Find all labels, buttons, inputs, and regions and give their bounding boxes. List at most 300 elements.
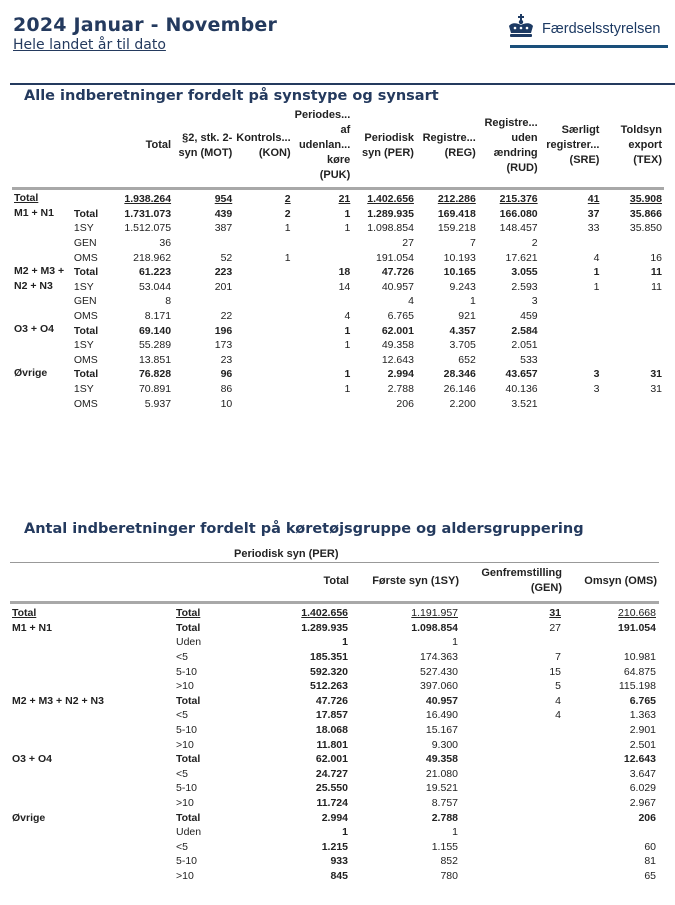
table-cell bbox=[173, 236, 234, 251]
row-sub-label: GEN bbox=[73, 237, 97, 250]
table-cell bbox=[601, 353, 664, 368]
row-sub-label: 1SY bbox=[73, 222, 94, 235]
table-cell: 8.757 bbox=[431, 797, 458, 810]
table-cell: 1 bbox=[593, 266, 600, 279]
row-sub-label bbox=[70, 189, 110, 207]
row-group-label bbox=[10, 635, 174, 650]
table-cell: 1.289.935 bbox=[367, 207, 414, 220]
table-row bbox=[10, 796, 659, 811]
row-group-label bbox=[12, 221, 70, 236]
table-cell: 2.200 bbox=[449, 397, 476, 410]
crown-icon bbox=[506, 14, 536, 40]
table-cell: 40.957 bbox=[425, 694, 458, 707]
table-row bbox=[10, 767, 659, 782]
table-cell: 11 bbox=[651, 280, 662, 293]
row-group-label bbox=[10, 723, 174, 738]
table-cell: 27 bbox=[402, 237, 414, 250]
table-cell bbox=[461, 635, 564, 650]
table-cell: 1 bbox=[342, 826, 348, 839]
table-cell: 1 bbox=[469, 295, 476, 308]
table-cell: 223 bbox=[214, 266, 233, 279]
table2-title: Antal indberetninger fordelt på køretøjsgruppe og aldersgruppering bbox=[24, 521, 584, 537]
table-cell: 3.705 bbox=[449, 339, 476, 352]
table-cell: 2 bbox=[284, 207, 291, 220]
table-cell bbox=[461, 854, 564, 869]
table-cell: 16.490 bbox=[425, 709, 458, 722]
table-cell: 11.801 bbox=[316, 738, 348, 751]
table-cell: 933 bbox=[330, 855, 348, 868]
row-group-label bbox=[12, 353, 70, 368]
table-cell bbox=[293, 294, 353, 309]
table-cell: 33 bbox=[587, 222, 600, 235]
row-sub-label: 1SY bbox=[73, 280, 94, 293]
table-cell: 954 bbox=[214, 193, 233, 206]
row-sub-label: >10 bbox=[176, 738, 194, 751]
table-cell: 1.098.854 bbox=[367, 222, 414, 235]
table-cell bbox=[234, 338, 292, 353]
row-sub-label: OMS bbox=[73, 353, 98, 366]
table-row bbox=[10, 869, 659, 884]
table-cell: 16 bbox=[650, 251, 662, 264]
table-cell: 1 bbox=[284, 251, 291, 264]
row-group-label bbox=[10, 796, 174, 811]
table-cell: 196 bbox=[214, 324, 233, 337]
table2-header-row bbox=[10, 563, 659, 603]
table-cell: 69.140 bbox=[138, 324, 172, 337]
row-sub-label: 5-10 bbox=[176, 782, 198, 795]
table-cell: 6.765 bbox=[387, 310, 414, 323]
table-cell bbox=[234, 323, 292, 338]
table-cell: 845 bbox=[330, 869, 348, 882]
table-cell: 2.501 bbox=[629, 738, 656, 751]
table1-title: Alle indberetninger fordelt på synstype og synsart bbox=[24, 88, 439, 104]
row-sub-label: Total bbox=[176, 811, 201, 824]
table-cell: 1.938.264 bbox=[124, 193, 172, 206]
table-cell bbox=[461, 840, 564, 855]
table-cell: 40.136 bbox=[505, 383, 538, 396]
table-cell bbox=[293, 396, 353, 411]
table-cell: 55.289 bbox=[138, 339, 172, 352]
table-row bbox=[10, 650, 659, 665]
table-cell: 1 bbox=[344, 207, 351, 220]
table-row bbox=[10, 635, 659, 650]
table-row bbox=[12, 221, 664, 236]
table-cell: 1.289.935 bbox=[301, 621, 348, 634]
row-sub-label: OMS bbox=[73, 397, 98, 410]
table-cell: 2.994 bbox=[387, 368, 414, 381]
table-cell: 9.243 bbox=[449, 280, 476, 293]
table-cell: 174.363 bbox=[420, 651, 458, 664]
table-cell: 19.521 bbox=[425, 782, 458, 795]
table-cell: 18 bbox=[338, 266, 351, 279]
table-cell: 652 bbox=[458, 353, 476, 366]
table-cell: 1.155 bbox=[431, 840, 458, 853]
table-cell: 86 bbox=[220, 383, 233, 396]
table-cell: 62.001 bbox=[315, 753, 348, 766]
column-header[interactable]: Særligt registrer... (SRE) bbox=[546, 124, 600, 166]
row-sub-label: >10 bbox=[176, 797, 194, 810]
table-cell: 41 bbox=[587, 193, 600, 206]
table-cell bbox=[461, 723, 564, 738]
table-cell: 159.218 bbox=[437, 222, 476, 235]
table-row bbox=[12, 323, 664, 338]
table-cell: 191.054 bbox=[618, 621, 656, 634]
row-sub-label: <5 bbox=[176, 767, 188, 780]
table1-header-row bbox=[12, 108, 664, 189]
row-group-label bbox=[12, 396, 70, 411]
table-cell bbox=[564, 635, 659, 650]
table-cell bbox=[461, 752, 564, 767]
table-cell: 2.584 bbox=[511, 324, 538, 337]
table-cell: 4 bbox=[344, 310, 351, 323]
table-cell bbox=[601, 338, 664, 353]
table-cell: 3.055 bbox=[511, 266, 538, 279]
table-cell: 2.788 bbox=[387, 383, 414, 396]
table-cell bbox=[234, 294, 292, 309]
row-group-label: M2 + M3 + N2 + N3 bbox=[12, 694, 104, 707]
table-cell: 7 bbox=[555, 651, 561, 664]
table-cell: 1.191.957 bbox=[411, 607, 458, 620]
table-row bbox=[12, 265, 664, 280]
table-cell bbox=[601, 309, 664, 324]
table-cell bbox=[461, 737, 564, 752]
row-sub-label: <5 bbox=[176, 709, 188, 722]
row-sub-label: 1SY bbox=[73, 383, 94, 396]
row-sub-label: >10 bbox=[176, 680, 194, 693]
table-cell: 1 bbox=[344, 324, 351, 337]
table-row bbox=[12, 207, 664, 222]
row-group-label bbox=[10, 650, 174, 665]
table-cell: 27 bbox=[549, 621, 561, 634]
table-cell: 4.357 bbox=[449, 324, 476, 337]
row-sub-label: Uden bbox=[176, 636, 202, 649]
table-cell bbox=[234, 353, 292, 368]
table-cell: 512.263 bbox=[310, 680, 348, 693]
table-cell: 1.363 bbox=[629, 709, 656, 722]
table-row bbox=[12, 367, 664, 382]
table-cell: 1 bbox=[344, 383, 351, 396]
table-cell: 1 bbox=[344, 222, 351, 235]
table-row bbox=[10, 752, 659, 767]
table-cell: 60 bbox=[644, 840, 656, 853]
table-cell: 1 bbox=[593, 280, 600, 293]
table-cell: 4 bbox=[408, 295, 414, 308]
table-cell: 12.643 bbox=[381, 353, 414, 366]
table-cell: 25.550 bbox=[315, 782, 348, 795]
table-cell: 9.300 bbox=[431, 738, 458, 751]
table-cell: 10 bbox=[220, 397, 233, 410]
table-row bbox=[12, 382, 664, 397]
row-sub-label: 5-10 bbox=[176, 855, 198, 868]
table-cell: 215.376 bbox=[499, 193, 538, 206]
table-cell: 115.198 bbox=[618, 680, 656, 693]
table-cell: 4 bbox=[555, 694, 561, 707]
table-cell: 166.080 bbox=[499, 207, 538, 220]
table-cell: 81 bbox=[644, 855, 656, 868]
row-group-label: Total bbox=[12, 607, 37, 620]
table-cell: 13.851 bbox=[138, 353, 172, 366]
table-cell: 61.223 bbox=[138, 266, 172, 279]
table-cell: 592.320 bbox=[310, 665, 348, 678]
brand-logo bbox=[506, 14, 670, 50]
row-sub-label: Total bbox=[73, 368, 99, 381]
table-cell bbox=[461, 781, 564, 796]
table-row bbox=[12, 309, 664, 324]
table-cell: 218.962 bbox=[133, 251, 172, 264]
table-row bbox=[12, 294, 664, 309]
table-cell: 780 bbox=[440, 869, 458, 882]
table-cell bbox=[540, 338, 602, 353]
table-cell: 2.593 bbox=[511, 280, 538, 293]
row-sub-label: Total bbox=[176, 753, 201, 766]
table-cell bbox=[461, 810, 564, 825]
table-cell: 1.215 bbox=[321, 840, 348, 853]
table-cell bbox=[293, 353, 353, 368]
table-cell: 43.657 bbox=[505, 368, 538, 381]
page-title: 2024 Januar - November bbox=[13, 14, 278, 36]
table-cell: 23 bbox=[220, 353, 233, 366]
table-cell: 191.054 bbox=[375, 251, 414, 264]
table-cell: 35.850 bbox=[629, 222, 662, 235]
column-header[interactable]: Registre... (REG) bbox=[422, 131, 476, 159]
row-group-label: M2 + M3 + bbox=[14, 264, 65, 277]
table-cell: 18.068 bbox=[315, 724, 348, 737]
table-cell: 21.080 bbox=[425, 767, 458, 780]
row-sub-label: OMS bbox=[73, 310, 98, 323]
row-group-label bbox=[10, 679, 174, 694]
table-cell: 3.647 bbox=[629, 767, 656, 780]
row-group-label bbox=[10, 854, 174, 869]
row-sub-label: Total bbox=[176, 607, 201, 620]
table-cell bbox=[234, 382, 292, 397]
row-sub-label: 1SY bbox=[73, 339, 94, 352]
table-cell: 10.193 bbox=[443, 251, 476, 264]
column-header[interactable]: §2, stk. 2-syn (MOT) bbox=[178, 131, 233, 159]
table-cell: 2.051 bbox=[511, 339, 538, 352]
table-cell bbox=[234, 265, 292, 280]
super-header: Periodisk syn (PER) bbox=[174, 546, 659, 563]
table-cell: 852 bbox=[440, 855, 458, 868]
row-group-label: M1 + N1 bbox=[12, 621, 52, 634]
table-cell: 1 bbox=[344, 339, 351, 352]
table-cell bbox=[601, 294, 664, 309]
table-cell bbox=[293, 250, 353, 265]
table-cell: 11.724 bbox=[316, 797, 348, 810]
table-cell bbox=[234, 396, 292, 411]
table-cell: 31 bbox=[650, 368, 662, 381]
table-cell: 210.668 bbox=[618, 607, 656, 620]
column-header[interactable]: Første syn (1SY) bbox=[372, 574, 459, 587]
table-cell bbox=[234, 367, 292, 382]
table-cell: 1.402.656 bbox=[367, 193, 414, 206]
table-cell bbox=[293, 236, 353, 251]
table-cell bbox=[461, 869, 564, 884]
table-cell: 212.286 bbox=[437, 193, 476, 206]
table-cell bbox=[540, 396, 602, 411]
table-row bbox=[10, 621, 659, 636]
row-sub-label: Total bbox=[176, 694, 201, 707]
table-cell: 2 bbox=[284, 193, 291, 206]
table-cell: 35.866 bbox=[629, 207, 662, 220]
table-row bbox=[12, 353, 664, 368]
table-cell bbox=[461, 825, 564, 840]
table-cell: 47.726 bbox=[381, 266, 414, 279]
column-header[interactable]: Registre... uden ændring (RUD) bbox=[484, 116, 538, 174]
table-cell bbox=[540, 236, 602, 251]
row-sub-label: Total bbox=[73, 266, 99, 279]
table-row bbox=[10, 810, 659, 825]
table-cell: 527.430 bbox=[420, 665, 458, 678]
table-cell: 148.457 bbox=[499, 222, 538, 235]
table-cell: 53.044 bbox=[138, 280, 172, 293]
row-sub-label: Total bbox=[73, 324, 99, 337]
table-cell: 31 bbox=[650, 383, 662, 396]
table-cell: 1 bbox=[342, 636, 348, 649]
table-row bbox=[10, 781, 659, 796]
column-header[interactable]: Total bbox=[145, 139, 172, 151]
row-group-label bbox=[10, 869, 174, 884]
row-group-label bbox=[10, 767, 174, 782]
table-cell: 201 bbox=[214, 280, 233, 293]
table-cell bbox=[173, 294, 234, 309]
row-group-label bbox=[10, 781, 174, 796]
table-row bbox=[10, 737, 659, 752]
table-cell bbox=[540, 294, 602, 309]
table-row bbox=[10, 664, 659, 679]
row-group-label bbox=[12, 338, 70, 353]
table-cell: 1 bbox=[452, 826, 458, 839]
table-cell: 31 bbox=[549, 607, 561, 620]
table-cell bbox=[601, 396, 664, 411]
table-cell: 76.828 bbox=[138, 368, 172, 381]
table-row bbox=[10, 854, 659, 869]
table-cell: 65 bbox=[644, 869, 656, 882]
row-group-label bbox=[10, 708, 174, 723]
table-row bbox=[12, 250, 664, 265]
table-cell: 10.981 bbox=[623, 651, 656, 664]
row-group-label: O3 + O4 bbox=[12, 753, 52, 766]
table-cell: 5.937 bbox=[144, 397, 172, 410]
table-cell: 2.788 bbox=[431, 811, 458, 824]
row-group-label: Øvrige bbox=[12, 811, 46, 824]
table-cell: 3 bbox=[531, 295, 538, 308]
table-cell bbox=[461, 796, 564, 811]
table-cell: 5 bbox=[555, 680, 561, 693]
column-header[interactable]: Toldsyn export (TEX) bbox=[620, 124, 662, 166]
table-cell: 49.358 bbox=[381, 339, 414, 352]
table-cell: 22 bbox=[220, 310, 233, 323]
table-cell bbox=[461, 767, 564, 782]
table-cell: 397.060 bbox=[420, 680, 458, 693]
table-cell: 3.521 bbox=[511, 397, 538, 410]
row-group-label bbox=[12, 294, 70, 309]
row-sub-label: 5-10 bbox=[176, 665, 198, 678]
table-cell: 24.727 bbox=[315, 767, 348, 780]
column-header[interactable]: Total bbox=[323, 574, 349, 587]
table-row bbox=[10, 723, 659, 738]
row-group-label bbox=[10, 737, 174, 752]
row-group-label: O3 + O4 bbox=[14, 323, 54, 336]
table-cell: 2.901 bbox=[629, 724, 656, 737]
logo-text: Færdselsstyrelsen bbox=[542, 21, 661, 37]
row-group-label bbox=[12, 250, 70, 265]
table-row bbox=[12, 280, 664, 295]
row-sub-label: Total bbox=[73, 207, 99, 220]
row-group-label: Total bbox=[14, 192, 39, 204]
row-group-label bbox=[10, 825, 174, 840]
table-cell bbox=[601, 323, 664, 338]
table-cell: 26.146 bbox=[443, 383, 476, 396]
table-cell: 36 bbox=[159, 237, 172, 250]
table-row bbox=[10, 840, 659, 855]
column-header[interactable]: Kontrols... (KON) bbox=[236, 131, 291, 159]
table-row bbox=[10, 708, 659, 723]
column-header[interactable]: Genfremstilling (GEN) bbox=[481, 567, 562, 594]
table-cell: 15 bbox=[549, 665, 561, 678]
row-sub-label: Uden bbox=[176, 826, 202, 839]
row-sub-label: Total bbox=[176, 621, 201, 634]
synstype-table bbox=[12, 108, 664, 411]
table-cell: 533 bbox=[520, 353, 538, 366]
table-cell: 206 bbox=[396, 397, 414, 410]
table-cell bbox=[234, 236, 292, 251]
table-cell: 1 bbox=[452, 636, 458, 649]
table-row bbox=[12, 189, 664, 207]
table-cell: 2 bbox=[531, 237, 538, 250]
table-cell: 459 bbox=[520, 310, 538, 323]
row-group-label: N2 + N3 bbox=[14, 279, 53, 292]
table-row bbox=[12, 236, 664, 251]
table-cell: 52 bbox=[220, 251, 233, 264]
table-cell bbox=[234, 280, 292, 295]
table-cell: 2.967 bbox=[629, 797, 656, 810]
table-row bbox=[10, 603, 659, 621]
table-cell: 37 bbox=[587, 207, 600, 220]
table-cell: 64.875 bbox=[623, 665, 656, 678]
column-header[interactable]: Periodisk syn (PER) bbox=[361, 131, 414, 159]
table-cell: 17.857 bbox=[315, 709, 348, 722]
table-cell bbox=[601, 236, 664, 251]
row-sub-label: 5-10 bbox=[176, 724, 198, 737]
column-header[interactable]: Periodes... af udenlan... køre (PUK) bbox=[294, 109, 351, 181]
table-cell: 1.731.073 bbox=[124, 207, 172, 220]
row-sub-label: <5 bbox=[176, 840, 188, 853]
table-cell: 3 bbox=[593, 383, 600, 396]
row-sub-label: <5 bbox=[176, 651, 188, 664]
table-cell: 10.165 bbox=[443, 266, 476, 279]
table-cell bbox=[540, 323, 602, 338]
aldersgruppe-table bbox=[10, 546, 659, 883]
table-cell: 1.512.075 bbox=[124, 222, 172, 235]
table-cell: 28.346 bbox=[443, 368, 476, 381]
table-cell: 6.029 bbox=[629, 782, 656, 795]
table-cell: 40.957 bbox=[381, 280, 414, 293]
table-cell: 2.994 bbox=[321, 811, 348, 824]
page-subtitle-link[interactable]: Hele landet år til dato bbox=[13, 37, 166, 53]
table-cell bbox=[540, 353, 602, 368]
table-cell: 3 bbox=[593, 368, 600, 381]
table-cell: 8 bbox=[165, 295, 172, 308]
row-group-label: M1 + N1 bbox=[14, 206, 54, 219]
row-group-label bbox=[10, 840, 174, 855]
table-row bbox=[12, 338, 664, 353]
table-cell: 1.098.854 bbox=[411, 621, 458, 634]
table-cell: 70.891 bbox=[138, 383, 172, 396]
section-divider bbox=[10, 83, 675, 85]
table-cell: 1 bbox=[344, 368, 351, 381]
table-cell: 1 bbox=[284, 222, 291, 235]
column-header[interactable]: Omsyn (OMS) bbox=[584, 574, 657, 587]
